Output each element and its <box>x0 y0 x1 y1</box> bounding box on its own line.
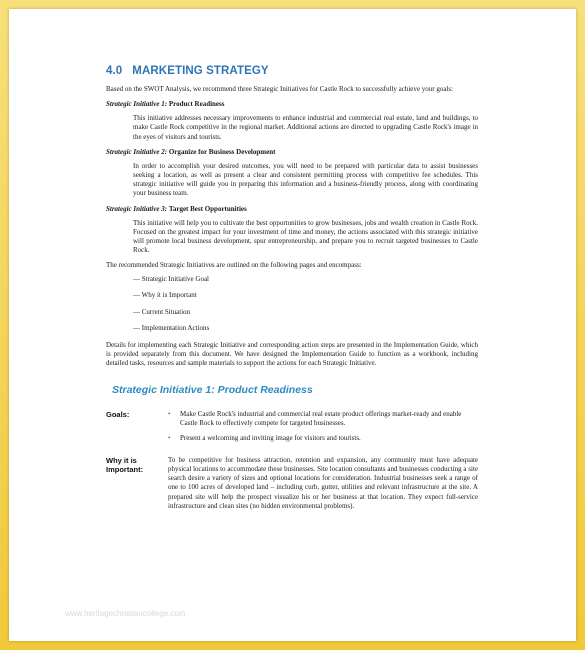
goal-text: Make Castle Rock's industrial and commercial real estate product offerings market-ready and enable Castle Rock to effectively compete for targeted businesses. <box>180 410 462 428</box>
document-content <box>106 65 478 511</box>
goals-list <box>168 410 478 448</box>
outline-item: — Strategic Initiative Goal <box>133 274 210 283</box>
initiative-3-body: This initiative will help you to cultivate the best opportunities to grow businesses, jobs and wealth creation in Castle Rock. Focused on the greatest impact for your investment of time and money, the actions associated with this strategic initiative will promote local business development, spur entrepreneurship, and prepare you to recruit targeted businesses to Castle Rock. <box>133 218 478 255</box>
goal-item <box>168 434 478 443</box>
outline-item: — Current Situation <box>133 307 191 316</box>
section-heading <box>106 65 478 77</box>
initiative-2-name: Organize for Business Development <box>168 147 276 156</box>
bullet-icon: • <box>168 433 171 442</box>
why-label-line-1: Why it is <box>106 455 137 465</box>
outline-item: — Implementation Actions <box>133 324 210 333</box>
initiative-1-prefix: Strategic Initiative 1: <box>106 100 168 109</box>
outline-item: — Why it is Important <box>133 291 197 300</box>
document-page <box>9 9 576 641</box>
initiative-3-prefix: Strategic Initiative 3: <box>106 204 168 213</box>
why-important-text: To be competitive for business attraction, retention and expansion, any community must have adequate physical locations to accommodate these businesses. Site location consultants and businesses conducting a site search desire a variety of sizes and optional locations for consideration. Industrial businesses seek a range of one to 100 acres of developed land – including curb, gutter, utilities and relevant infrastructure at the site. A prepared site will help the prospect visualize his or her business at that location. They expect full-service infrastructure and clean sites (no hidden environmental problems). <box>168 455 478 510</box>
initiative-2-prefix: Strategic Initiative 2: <box>106 147 168 156</box>
initiative-3-name: Target Best Opportunities <box>168 204 247 213</box>
outline-intro: The recommended Strategic Initiatives are outlined on the following pages and encompass: <box>106 261 362 270</box>
section-number: 4.0 <box>106 65 123 77</box>
initiative-1-body: This initiative addresses necessary improvements to enhance industrial and commercial real estate, land and buildings, to make Castle Rock competitive in the regional market. Additional actions are directed to upgrading Castle Rock's image in the eyes of visitors and tourists. <box>133 114 478 141</box>
bullet-icon: • <box>168 410 171 419</box>
initiative-3-heading <box>106 205 478 214</box>
intro-paragraph: Based on the SWOT Analysis, we recommend three Strategic Initiatives for Castle Rock to successfully achieve your goals: <box>106 85 454 93</box>
initiative-1-name: Product Readiness <box>168 100 225 109</box>
details-paragraph: Details for implementing each Strategic Initiative and corresponding action steps are presented in the Implementation Guide, which is provided separately from this document. We have designed the Implementation Guide to function as a workbook, including detailed tasks, resources and sample materials to support the actions for each Strategic Initiative. <box>106 340 478 368</box>
initiative-2-body: In order to accomplish your desired outcomes, you will need to be prepared with particular data to assist businesses seeking a location, as well as present a clear and consistent permitting process with competitive fee schedules. This strategic initiative will guide you in preparing this information and a business-friendly process, along with coordinating your business team. <box>133 161 478 198</box>
initiative-2-heading <box>106 148 478 157</box>
goals-label: Goals: <box>106 410 130 420</box>
goals-row <box>106 410 478 448</box>
why-label-line-2: Important: <box>106 464 144 474</box>
watermark-text: www.heritagechristiancollege.com <box>65 609 186 618</box>
subsection-heading: Strategic Initiative 1: Product Readiness <box>112 384 313 397</box>
why-important-row <box>106 456 478 511</box>
goal-text: Present a welcoming and inviting image for visitors and tourists. <box>180 433 361 442</box>
why-important-label <box>106 456 168 511</box>
initiative-1-heading <box>106 100 478 109</box>
outline-list <box>133 275 478 334</box>
section-title: MARKETING STRATEGY <box>132 65 269 77</box>
goal-item <box>168 410 478 428</box>
